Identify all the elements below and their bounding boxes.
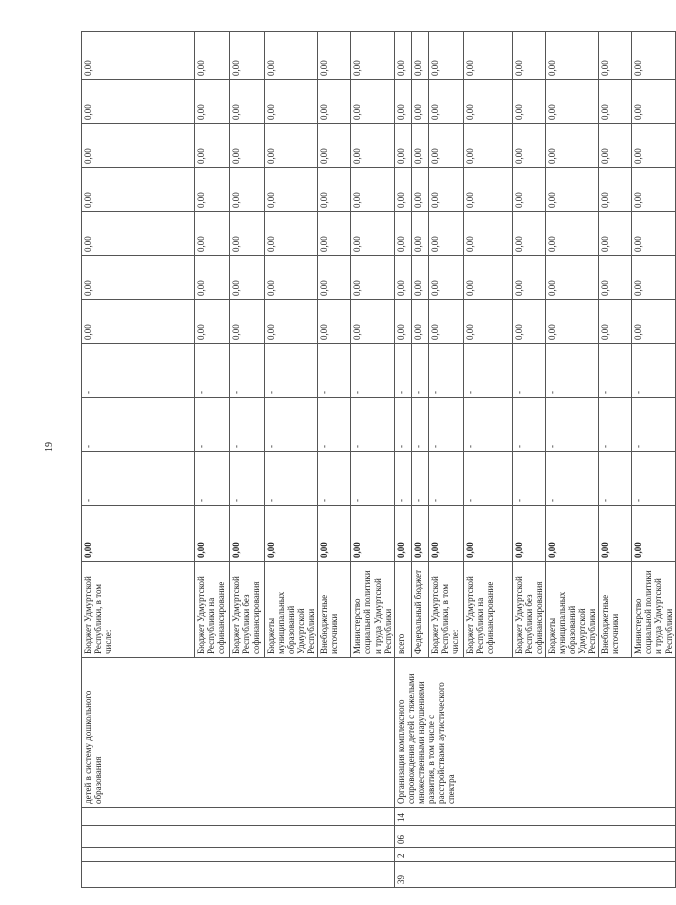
value-cell: 0,00 <box>82 168 195 212</box>
dash-cell: - <box>195 398 230 452</box>
value-cell: 0,00 <box>230 300 265 344</box>
rotated-table-container <box>81 32 674 888</box>
measure-name: Организация комплексного сопровождения детей с тяжелыми множественными нарушениями развития, в том числе с расстройствами аутистического спектра <box>394 658 675 808</box>
value-cell: 0,00 <box>394 124 411 168</box>
value-cell: 0,00 <box>599 300 632 344</box>
value-cell: 0,00 <box>545 256 598 300</box>
dash-cell: - <box>82 344 195 398</box>
value-cell: 0,00 <box>318 124 351 168</box>
value-cell: 0,00 <box>545 80 598 124</box>
dash-cell: - <box>545 398 598 452</box>
total-cell: 0,00 <box>428 506 463 562</box>
value-cell: 0,00 <box>230 168 265 212</box>
value-cell: 0,00 <box>428 212 463 256</box>
measure-name: детей в систему дошкольного образования <box>82 658 395 808</box>
value-cell: 0,00 <box>82 300 195 344</box>
dash-cell: - <box>230 398 265 452</box>
page-number: 19 <box>44 442 55 452</box>
source-cell: Бюджет Удмуртской Республики, в том числе: <box>428 562 463 658</box>
dash-cell: - <box>394 398 411 452</box>
value-cell: 0,00 <box>599 32 632 80</box>
dash-cell: - <box>632 452 675 506</box>
value-cell: 0,00 <box>394 212 411 256</box>
source-cell: Министерство социальной политики и труда Удмуртской Республики <box>351 562 394 658</box>
source-cell: Внебюджетные источники <box>599 562 632 658</box>
value-cell: 0,00 <box>230 256 265 300</box>
value-cell: 0,00 <box>512 300 545 344</box>
value-cell: 0,00 <box>428 124 463 168</box>
dash-cell: - <box>318 344 351 398</box>
gp-code: 39 <box>394 862 675 888</box>
value-cell: 0,00 <box>82 124 195 168</box>
value-cell: 0,00 <box>230 32 265 80</box>
value-cell: 0,00 <box>463 300 512 344</box>
value-cell: 0,00 <box>265 168 318 212</box>
dash-cell: - <box>265 452 318 506</box>
value-cell: 0,00 <box>411 124 428 168</box>
pp-code: 2 <box>394 848 675 862</box>
table-row <box>82 32 195 888</box>
value-cell: 0,00 <box>394 168 411 212</box>
value-cell: 0,00 <box>512 168 545 212</box>
total-cell: 0,00 <box>82 506 195 562</box>
dash-cell: - <box>195 344 230 398</box>
source-cell: Бюджет Удмуртской Республики без софинансирования <box>230 562 265 658</box>
value-cell: 0,00 <box>632 300 675 344</box>
dash-cell: - <box>512 398 545 452</box>
value-cell: 0,00 <box>318 80 351 124</box>
dash-cell: - <box>599 452 632 506</box>
source-cell: Министерство социальной политики и труда Удмуртской Республики <box>632 562 675 658</box>
total-cell: 0,00 <box>351 506 394 562</box>
value-cell: 0,00 <box>265 300 318 344</box>
om-code: 06 <box>394 826 675 848</box>
value-cell: 0,00 <box>411 256 428 300</box>
total-cell: 0,00 <box>632 506 675 562</box>
value-cell: 0,00 <box>463 124 512 168</box>
value-cell: 0,00 <box>195 256 230 300</box>
value-cell: 0,00 <box>82 32 195 80</box>
value-cell: 0,00 <box>428 32 463 80</box>
value-cell: 0,00 <box>195 212 230 256</box>
value-cell: 0,00 <box>411 80 428 124</box>
dash-cell: - <box>265 398 318 452</box>
dash-cell: - <box>411 452 428 506</box>
value-cell: 0,00 <box>599 124 632 168</box>
value-cell: 0,00 <box>545 300 598 344</box>
value-cell: 0,00 <box>82 212 195 256</box>
value-cell: 0,00 <box>318 168 351 212</box>
value-cell: 0,00 <box>512 32 545 80</box>
value-cell: 0,00 <box>195 168 230 212</box>
value-cell: 0,00 <box>512 212 545 256</box>
value-cell: 0,00 <box>632 212 675 256</box>
value-cell: 0,00 <box>195 32 230 80</box>
total-cell: 0,00 <box>195 506 230 562</box>
dash-cell: - <box>195 452 230 506</box>
dash-cell: - <box>351 398 394 452</box>
value-cell: 0,00 <box>265 256 318 300</box>
dash-cell: - <box>632 398 675 452</box>
dash-cell: - <box>230 344 265 398</box>
dash-cell: - <box>512 452 545 506</box>
total-cell: 0,00 <box>599 506 632 562</box>
value-cell: 0,00 <box>351 168 394 212</box>
dash-cell: - <box>512 344 545 398</box>
value-cell: 0,00 <box>230 124 265 168</box>
code-cell <box>82 862 395 888</box>
value-cell: 0,00 <box>195 124 230 168</box>
total-cell: 0,00 <box>463 506 512 562</box>
value-cell: 0,00 <box>265 212 318 256</box>
value-cell: 0,00 <box>545 124 598 168</box>
value-cell: 0,00 <box>632 256 675 300</box>
dash-cell: - <box>428 398 463 452</box>
value-cell: 0,00 <box>195 80 230 124</box>
dash-cell: - <box>230 452 265 506</box>
source-cell: Федеральный бюджет <box>411 562 428 658</box>
total-cell: 0,00 <box>265 506 318 562</box>
value-cell: 0,00 <box>463 80 512 124</box>
value-cell: 0,00 <box>394 300 411 344</box>
value-cell: 0,00 <box>351 256 394 300</box>
value-cell: 0,00 <box>632 32 675 80</box>
value-cell: 0,00 <box>265 32 318 80</box>
dash-cell: - <box>351 344 394 398</box>
financing-table <box>81 31 676 888</box>
value-cell: 0,00 <box>265 80 318 124</box>
source-cell: Бюджет Удмуртской Республики на софинансирование <box>463 562 512 658</box>
dash-cell: - <box>265 344 318 398</box>
value-cell: 0,00 <box>599 168 632 212</box>
value-cell: 0,00 <box>512 80 545 124</box>
total-cell: 0,00 <box>545 506 598 562</box>
total-cell: 0,00 <box>318 506 351 562</box>
dash-cell: - <box>599 398 632 452</box>
value-cell: 0,00 <box>411 32 428 80</box>
dash-cell: - <box>394 452 411 506</box>
value-cell: 0,00 <box>632 168 675 212</box>
value-cell: 0,00 <box>411 212 428 256</box>
dash-cell: - <box>82 452 195 506</box>
dash-cell: - <box>463 452 512 506</box>
dash-cell: - <box>411 344 428 398</box>
value-cell: 0,00 <box>599 212 632 256</box>
value-cell: 0,00 <box>428 300 463 344</box>
value-cell: 0,00 <box>632 80 675 124</box>
value-cell: 0,00 <box>463 168 512 212</box>
value-cell: 0,00 <box>599 256 632 300</box>
source-cell: всего <box>394 562 411 658</box>
value-cell: 0,00 <box>351 124 394 168</box>
dash-cell: - <box>82 398 195 452</box>
value-cell: 0,00 <box>394 256 411 300</box>
value-cell: 0,00 <box>463 256 512 300</box>
dash-cell: - <box>545 452 598 506</box>
dash-cell: - <box>599 344 632 398</box>
value-cell: 0,00 <box>545 32 598 80</box>
value-cell: 0,00 <box>545 168 598 212</box>
code-cell <box>82 808 395 826</box>
table-row <box>394 32 411 888</box>
dash-cell: - <box>632 344 675 398</box>
value-cell: 0,00 <box>318 256 351 300</box>
value-cell: 0,00 <box>394 80 411 124</box>
dash-cell: - <box>318 452 351 506</box>
total-cell: 0,00 <box>394 506 411 562</box>
dash-cell: - <box>545 344 598 398</box>
source-cell: Бюджет Удмуртской Республики, в том числе: <box>82 562 195 658</box>
value-cell: 0,00 <box>195 300 230 344</box>
value-cell: 0,00 <box>411 168 428 212</box>
m-code: 14 <box>394 808 675 826</box>
dash-cell: - <box>351 452 394 506</box>
total-cell: 0,00 <box>411 506 428 562</box>
source-cell: Бюджет Удмуртской Республики на софинансирование <box>195 562 230 658</box>
source-cell: Внебюджетные источники <box>318 562 351 658</box>
value-cell: 0,00 <box>351 80 394 124</box>
value-cell: 0,00 <box>318 300 351 344</box>
code-cell <box>82 826 395 848</box>
dash-cell: - <box>318 398 351 452</box>
value-cell: 0,00 <box>230 80 265 124</box>
code-cell <box>82 848 395 862</box>
value-cell: 0,00 <box>632 124 675 168</box>
value-cell: 0,00 <box>599 80 632 124</box>
value-cell: 0,00 <box>428 256 463 300</box>
value-cell: 0,00 <box>394 32 411 80</box>
value-cell: 0,00 <box>230 212 265 256</box>
value-cell: 0,00 <box>545 212 598 256</box>
source-cell: Бюджет Удмуртской Республики без софинансирования <box>512 562 545 658</box>
dash-cell: - <box>411 398 428 452</box>
value-cell: 0,00 <box>428 80 463 124</box>
source-cell: Бюджеты муниципальных образований Удмуртской Республики <box>265 562 318 658</box>
value-cell: 0,00 <box>463 212 512 256</box>
value-cell: 0,00 <box>411 300 428 344</box>
dash-cell: - <box>463 344 512 398</box>
value-cell: 0,00 <box>351 300 394 344</box>
value-cell: 0,00 <box>318 32 351 80</box>
source-cell: Бюджеты муниципальных образований Удмуртской Республики <box>545 562 598 658</box>
value-cell: 0,00 <box>265 124 318 168</box>
dash-cell: - <box>428 452 463 506</box>
dash-cell: - <box>428 344 463 398</box>
dash-cell: - <box>463 398 512 452</box>
total-cell: 0,00 <box>512 506 545 562</box>
value-cell: 0,00 <box>82 256 195 300</box>
value-cell: 0,00 <box>463 32 512 80</box>
dash-cell: - <box>394 344 411 398</box>
value-cell: 0,00 <box>351 212 394 256</box>
total-cell: 0,00 <box>230 506 265 562</box>
value-cell: 0,00 <box>512 256 545 300</box>
value-cell: 0,00 <box>318 212 351 256</box>
value-cell: 0,00 <box>512 124 545 168</box>
value-cell: 0,00 <box>428 168 463 212</box>
value-cell: 0,00 <box>82 80 195 124</box>
value-cell: 0,00 <box>351 32 394 80</box>
